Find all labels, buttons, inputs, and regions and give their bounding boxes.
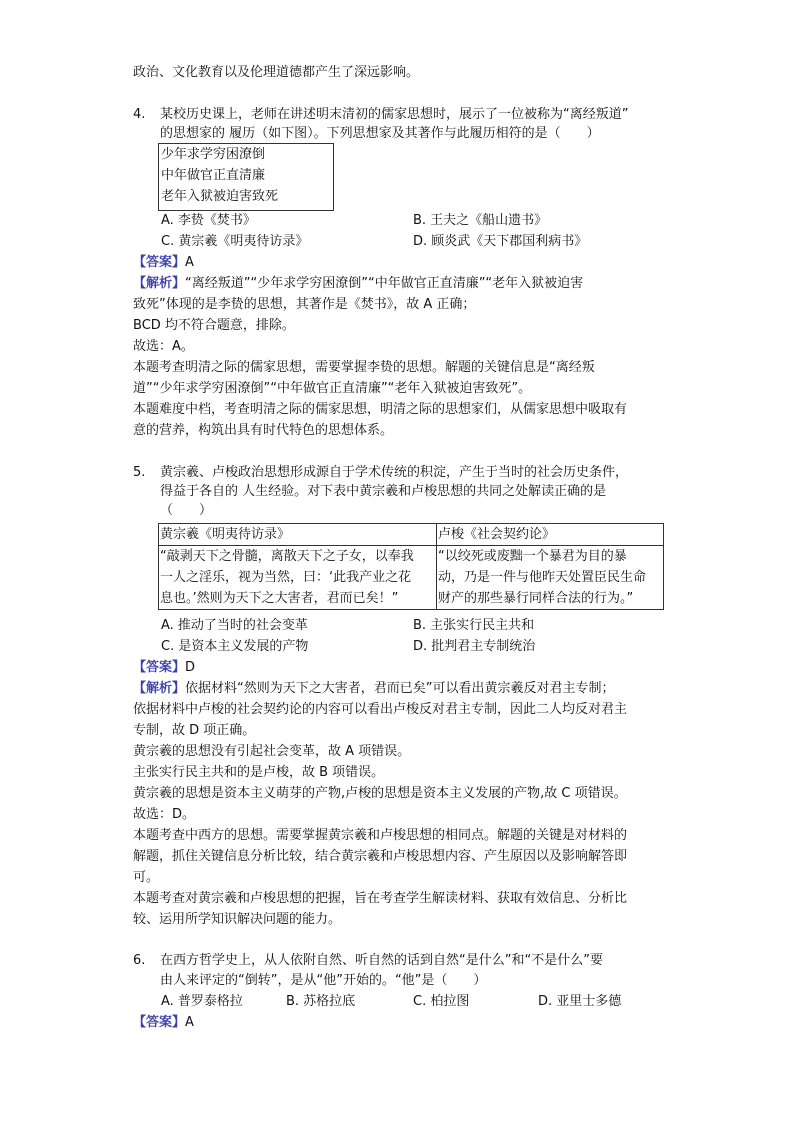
- q4-option-d: D. 顾炎武《天下郡国利病书》: [413, 234, 588, 249]
- q5-option-b: B. 主张实行民主共和: [413, 618, 535, 633]
- q6-stem-line1: 在西方哲学史上，从人依附自然、听自然的话到自然“是什么”和“不是什么”要: [160, 953, 603, 968]
- q4-analysis-line4: 故选：A。: [133, 339, 194, 354]
- intro-line: 政治、文化教育以及伦理道德都产生了深远影响。: [133, 65, 420, 80]
- q5-analysis-line8: 本题考查中西方的思想。需要掌握黄宗羲和卢梭思想的相同点。解题的关键是对材料的: [133, 828, 628, 843]
- q4-resume-line: 中年做官正直清廉: [161, 168, 266, 183]
- q6-option-b: B. 苏格拉底: [286, 994, 356, 1009]
- q4-answer-tag: 【答案】: [133, 255, 186, 270]
- q4-stem-line1: 某校历史课上，老师在讲述明末清初的儒家思想时，展示了一位被称为“离经叛道”: [160, 107, 629, 122]
- q4-resume-line: 少年求学穷困潦倒: [161, 147, 266, 162]
- q6-option-c: C. 柏拉图: [413, 994, 470, 1009]
- q6-number: 6.: [133, 953, 146, 968]
- q5-analysis-line9: 解题，抓住关键信息分析比较，结合黄宗羲和卢梭思想内容、产生原因以及影响解答即: [133, 849, 628, 864]
- q5-analysis-text: 依据材料“然则为天下之大害者，君而已矣”可以看出黄宗羲反对君主专制；: [185, 681, 615, 696]
- q4-answer-row: [133, 252, 194, 273]
- q5-analysis-line12: 较、运用所学知识解决问题的能力。: [133, 912, 342, 927]
- q5-analysis-line5: 主张实行民主共和的是卢梭，故 B 项错误。: [133, 765, 385, 780]
- table-cell-rousseau: [437, 546, 664, 610]
- q5-analysis-line2: 依据材料中卢梭的社会契约论的内容可以看出卢梭反对君主专制，因此二人均反对君主: [133, 702, 628, 717]
- q6-stem-line2: 由人来评定的“倒转”，是从“他”开始的。“他”是（ ）: [160, 973, 487, 988]
- q5-stem-line1: 黄宗羲、卢梭政治思想形成源自于学术传统的积淀，产生于当时的社会历史条件，: [160, 465, 629, 480]
- q5-answer-tag: 【答案】: [133, 660, 186, 675]
- q5-analysis-line11: 本题考查对黄宗羲和卢梭思想的把握，旨在考查学生解读材料、获取有效信息、分析比: [133, 891, 628, 906]
- q4-option-c: C. 黄宗羲《明夷待访录》: [161, 234, 309, 249]
- q5-analysis-line6: 黄宗羲的思想是资本主义萌芽的产物,卢梭的思想是资本主义发展的产物,故 C 项错误。: [133, 786, 627, 801]
- quote-line: 动，乃是一件与他昨天处置臣民生命: [438, 570, 647, 585]
- q5-analysis-line10: 可。: [133, 870, 160, 885]
- q5-option-c: C. 是资本主义发展的产物: [161, 639, 309, 654]
- q4-analysis-tag: 【解析】: [133, 276, 186, 291]
- q5-option-d: D. 批判君主专制统治: [413, 639, 536, 654]
- q4-option-b: B. 王夫之《船山遗书》: [413, 213, 548, 228]
- q6-answer-tag: 【答案】: [133, 1015, 186, 1030]
- q5-analysis-line7: 故选：D。: [133, 807, 196, 822]
- q4-option-a: A. 李贽《焚书》: [161, 213, 256, 228]
- q6-answer-row: [133, 1012, 194, 1033]
- q5-analysis-line1: [133, 678, 615, 699]
- quote-line: 一人之淫乐，视为当然，曰：‘此我产业之花: [160, 570, 412, 585]
- q4-analysis-line7: 本题难度中档，考查明清之际的儒家思想，明清之际的思想家们，从儒家思想中吸取有: [133, 402, 628, 417]
- q4-analysis-line8: 意的营养，构筑出具有时代特色的思想体系。: [133, 423, 394, 438]
- q4-analysis-line2: 致死”体现的是李贽的思想，其著作是《焚书》，故 A 正确；: [133, 297, 476, 312]
- quote-line: 息也。’然则为天下之大害者，君而已矣！”: [160, 591, 399, 606]
- q5-answer-row: [133, 657, 195, 678]
- q4-analysis-line1: [133, 273, 583, 294]
- table-header-row: [159, 524, 664, 546]
- q5-answer-value: D: [185, 660, 196, 675]
- q6-option-d: D. 亚里士多德: [538, 994, 622, 1009]
- q4-number: 4.: [133, 107, 146, 122]
- q5-comparison-table: [158, 523, 664, 610]
- q5-analysis-line4: 黄宗羲的思想没有引起社会变革，故 A 项错误。: [133, 744, 411, 759]
- q5-analysis-line3: 专制，故 D 项正确。: [133, 723, 256, 738]
- table-row: [159, 546, 664, 610]
- q4-analysis-line6: 道”“少年求学穷困潦倒”“中年做官正直清廉”“老年入狱被迫害致死”。: [133, 381, 532, 396]
- table-cell-huang: [159, 546, 437, 610]
- q4-analysis-line5: 本题考查明清之际的儒家思想，需要掌握李贽的思想。解题的关键信息是“离经叛: [133, 360, 595, 375]
- q5-option-a: A. 推动了当时的社会变革: [161, 618, 308, 633]
- quote-line: 财产的那些暴行同样合法的行为。”: [438, 591, 634, 606]
- q5-number: 5.: [133, 465, 146, 480]
- q5-stem-line3: （ ）: [160, 503, 213, 518]
- q5-stem-line2: 得益于各自的 人生经验。对下表中黄宗羲和卢梭思想的共同之处解读正确的是: [160, 484, 607, 499]
- q5-analysis-tag: 【解析】: [133, 681, 186, 696]
- quote-line: “以绞死或废黜一个暴君为目的暴: [438, 549, 627, 564]
- q4-resume-line: 老年入狱被迫害致死: [161, 189, 279, 204]
- table-header-cell: 黄宗羲《明夷待访录》: [159, 524, 437, 546]
- quote-line: “敲剥天下之骨髓，离散天下之子女，以奉我: [160, 549, 414, 564]
- q4-answer-value: A: [185, 255, 194, 270]
- q4-analysis-line3: BCD 均不符合题意，排除。: [133, 318, 295, 333]
- q4-analysis-text: “离经叛道”“少年求学穷困潦倒”“中年做官正直清廉”“老年入狱被迫害: [185, 276, 584, 291]
- q4-resume-box: [158, 143, 334, 211]
- table-header-cell: 卢梭《社会契约论》: [437, 524, 664, 546]
- q6-answer-value: A: [185, 1015, 194, 1030]
- q6-option-a: A. 普罗泰格拉: [161, 994, 243, 1009]
- q4-stem-line2: 的思想家的 履历（如下图）。下列思想家及其著作与此履历相符的是（ ）: [160, 126, 600, 141]
